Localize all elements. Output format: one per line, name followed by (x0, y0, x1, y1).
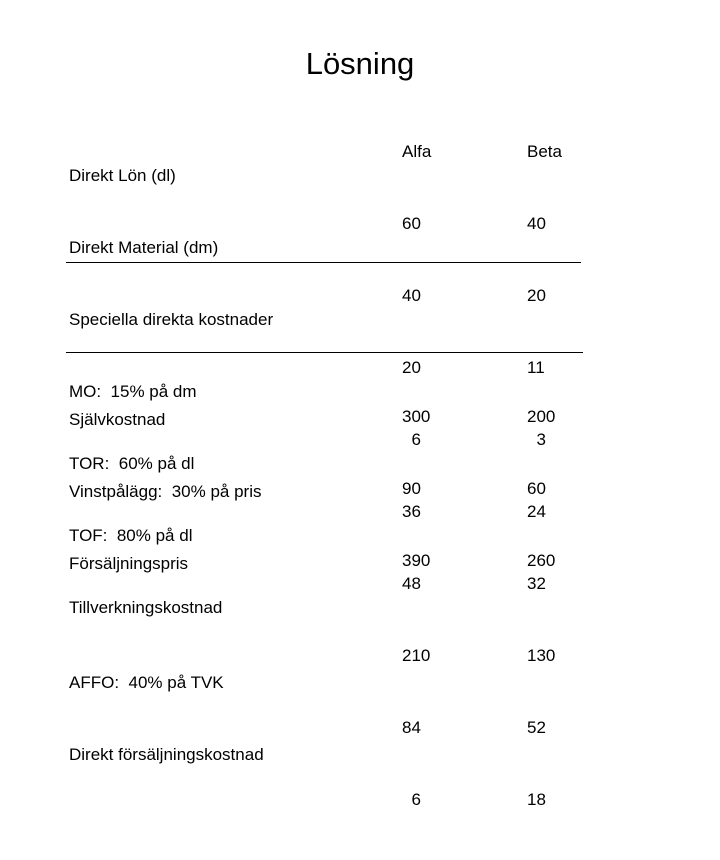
row-label: AFFO: 40% på TVK (69, 673, 224, 692)
row-label: Speciella direkta kostnader (69, 310, 274, 329)
beta-value: 130 (527, 646, 556, 665)
divider-line (66, 352, 583, 353)
row-label: Tillverkningskostnad (69, 598, 223, 617)
alfa-value: 40 (402, 286, 421, 305)
beta-value: 20 (527, 286, 546, 305)
alfa-value: 300 (402, 407, 431, 426)
alfa-value: 84 (402, 718, 421, 737)
column-header-beta: Beta (527, 142, 562, 161)
alfa-value: 60 (402, 214, 421, 233)
beta-value: 40 (527, 214, 546, 233)
summary-labels (69, 360, 261, 624)
beta-value: 260 (527, 551, 556, 570)
row-label: Självkostnad (69, 410, 166, 429)
row-label: Direkt Lön (dl) (69, 166, 176, 185)
alfa-value: 36 (402, 502, 421, 521)
beta-value: 18 (527, 790, 546, 809)
row-label: TOR: 60% på dl (69, 454, 195, 473)
row-label: Försäljningspris (69, 554, 189, 573)
beta-summary-column (527, 357, 555, 621)
row-label: Vinstpålägg: 30% på pris (69, 482, 262, 501)
divider-line (66, 262, 581, 263)
beta-value: 32 (527, 574, 546, 593)
row-label: TOF: 80% på dl (69, 526, 193, 545)
beta-value: 24 (527, 502, 546, 521)
beta-value: 52 (527, 718, 546, 737)
row-label: MO: 15% på dm (69, 382, 197, 401)
alfa-value: 90 (402, 479, 421, 498)
alfa-value: 390 (402, 551, 431, 570)
beta-value: 11 (527, 358, 545, 377)
alfa-summary-column (402, 357, 430, 621)
alfa-value: 48 (402, 574, 421, 593)
alfa-value: 6 (402, 430, 421, 449)
slide-title: Lösning (305, 46, 415, 81)
beta-value: 3 (527, 430, 546, 449)
alfa-value: 210 (402, 646, 431, 665)
alfa-value: 6 (402, 790, 421, 809)
beta-value: 60 (527, 479, 546, 498)
beta-value: 200 (527, 407, 556, 426)
alfa-value: 20 (402, 358, 421, 377)
row-label: Direkt försäljningskostnad (69, 745, 264, 764)
row-label: Direkt Material (dm) (69, 238, 219, 257)
column-header-alfa: Alfa (402, 142, 432, 161)
